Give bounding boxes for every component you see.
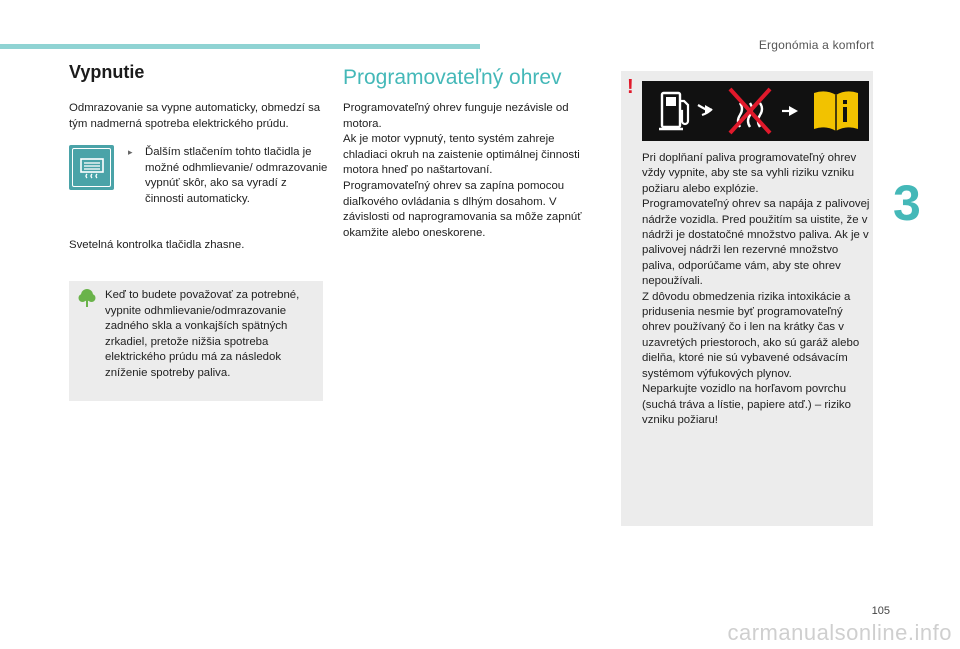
page-number: 105 [871,605,890,617]
manual-info-icon [814,91,858,131]
eco-tip-text: Keď to budete považovať za potrebné, vypnite odhmlievanie/odmrazovanie zadného skla a vonkajších spätných zrkadiel, pretože nižšia spotreba elektrického prúdu má za následok zníženie spotreby paliva. [105,289,300,379]
programmable-heating-paragraph: Programovateľný ohrev funguje nezávisle od motora. Ak je motor vypnutý, tento systém zahreje chladiaci okruh na zaistenie optimálnej činnosti motora hneď po naštartovaní. Programovateľný ohrev sa zapína pomocou diaľkového ovládania s dlhým dosahom. V závislosti od naprogramovania sa môže zapnúť okamžite alebo oneskorene. [343,102,582,239]
step-text: Ďalším stlačením tohto tlačidla je možné odhmlievanie/ odmrazovanie vypnúť skôr, ako sa vyradí z činnosti automaticky. [145,146,328,205]
eco-tip-box [69,281,323,401]
watermark: carmanualsonline.info [727,620,952,645]
eco-tree-icon [78,288,96,308]
warning-text: Pri doplňaní paliva programovateľný ohrev vždy vypnite, aby ste sa vyhli riziku vzniku požiaru alebo explózie. Programovateľný ohrev sa napája z palivovej nádrže vozidla. Pred použitím sa uistite, že v nádrži je dostatočné množstvo paliva. Ak je v palivovej nádrži len rezervné množstvo paliva, odporúčame vám, aby ste ohrev nepoužívali. Z dôvodu obmedzenia rizika intoxikácie a pridusenia nesmie byť programovateľný ohrev používaný čo i len na krátky čas v uzavretých priestoroch, ako sú garáž alebo dielňa, ktoré nie sú vybavené odsávacím systémom výfukových plynov. Neparkujte vozidlo na horľavom povrchu (suchá tráva a lístie, papiere atď.) – riziko vzniku požiaru! [642,152,870,426]
instruction-step [128,145,328,207]
indicator-paragraph: Svetelná kontrolka tlačidla zhasne. [69,239,245,251]
warning-icon: ! [627,76,634,98]
section-title-programmable-heating: Programovateľný ohrev [343,66,562,89]
chapter-number: 3 [893,175,921,231]
fuel-pump-icon [659,93,688,129]
intro-paragraph: Odmrazovanie sa vypne automaticky, obmedzí sa tým nadmerná spotreba elektrického prúdu. [69,102,321,130]
arrow-right-icon [698,105,712,115]
bullet-icon: ▸ [128,147,133,157]
warning-pictogram [642,81,869,141]
arrow-right-icon [782,106,798,116]
rear-defrost-icon [69,145,114,190]
no-heating-icon [730,89,770,133]
section-title-vypnutie: Vypnutie [69,62,145,82]
chapter-title: Ergonómia a komfort [758,38,874,52]
chapter-color-bar [0,44,480,49]
left-column [69,62,324,83]
warning-box [621,71,873,526]
